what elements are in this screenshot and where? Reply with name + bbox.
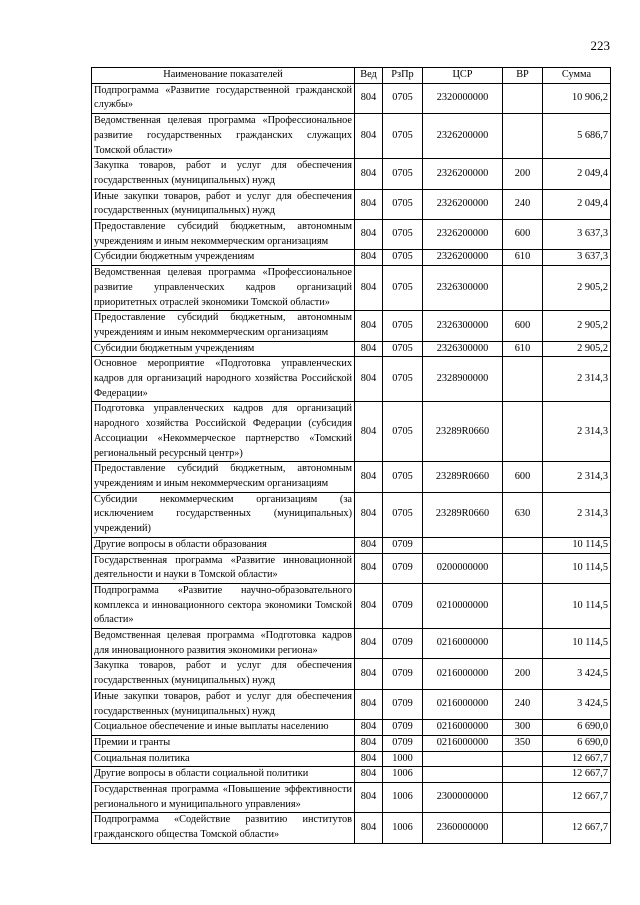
table-row xyxy=(92,492,611,537)
cell-ved: 804 xyxy=(355,266,383,311)
cell-rzpr: 0705 xyxy=(383,159,423,189)
cell-ved: 804 xyxy=(355,583,383,628)
cell-csr: 0210000000 xyxy=(423,583,503,628)
cell-sum: 3 424,5 xyxy=(543,659,611,689)
cell-vr: 200 xyxy=(503,659,543,689)
cell-csr: 2326200000 xyxy=(423,220,503,250)
cell-vr: 600 xyxy=(503,220,543,250)
table-row xyxy=(92,537,611,553)
cell-ved: 804 xyxy=(355,311,383,341)
cell-name: Премии и гранты xyxy=(92,735,355,751)
cell-vr xyxy=(503,83,543,113)
table-row xyxy=(92,689,611,719)
cell-rzpr: 0705 xyxy=(383,357,423,402)
cell-vr xyxy=(503,114,543,159)
cell-rzpr: 0709 xyxy=(383,720,423,736)
cell-vr: 300 xyxy=(503,720,543,736)
header-name: Наименование показателей xyxy=(92,68,355,84)
cell-csr: 2326300000 xyxy=(423,266,503,311)
cell-ved: 804 xyxy=(355,220,383,250)
cell-sum: 6 690,0 xyxy=(543,735,611,751)
cell-rzpr: 0705 xyxy=(383,402,423,462)
table-row xyxy=(92,189,611,219)
table-row xyxy=(92,311,611,341)
cell-name: Социальная политика xyxy=(92,751,355,767)
cell-ved: 804 xyxy=(355,402,383,462)
cell-rzpr: 0709 xyxy=(383,583,423,628)
table-row xyxy=(92,720,611,736)
cell-sum: 12 667,7 xyxy=(543,767,611,783)
cell-sum: 10 114,5 xyxy=(543,553,611,583)
cell-sum: 10 906,2 xyxy=(543,83,611,113)
table-row xyxy=(92,783,611,813)
cell-csr: 2326300000 xyxy=(423,311,503,341)
header-sum: Сумма xyxy=(543,68,611,84)
cell-rzpr: 0705 xyxy=(383,189,423,219)
table-row xyxy=(92,250,611,266)
cell-vr: 600 xyxy=(503,311,543,341)
table-row xyxy=(92,159,611,189)
table-row xyxy=(92,114,611,159)
cell-vr xyxy=(503,402,543,462)
cell-csr: 2326200000 xyxy=(423,189,503,219)
table-row xyxy=(92,402,611,462)
cell-csr xyxy=(423,751,503,767)
cell-vr: 200 xyxy=(503,159,543,189)
cell-sum: 2 049,4 xyxy=(543,189,611,219)
cell-sum: 3 637,3 xyxy=(543,220,611,250)
table-row xyxy=(92,629,611,659)
cell-name: Субсидии бюджетным учреждениям xyxy=(92,341,355,357)
header-vr: ВР xyxy=(503,68,543,84)
cell-ved: 804 xyxy=(355,751,383,767)
cell-sum: 2 905,2 xyxy=(543,311,611,341)
cell-csr: 2360000000 xyxy=(423,813,503,843)
table-row xyxy=(92,813,611,843)
cell-rzpr: 0705 xyxy=(383,220,423,250)
cell-csr: 0200000000 xyxy=(423,553,503,583)
cell-vr xyxy=(503,583,543,628)
cell-vr: 610 xyxy=(503,250,543,266)
table-row xyxy=(92,659,611,689)
cell-vr xyxy=(503,357,543,402)
cell-sum: 2 905,2 xyxy=(543,266,611,311)
cell-ved: 804 xyxy=(355,357,383,402)
cell-csr xyxy=(423,537,503,553)
cell-name: Ведомственная целевая программа «Профессиональное развитие государственных гражданских служащих Томской области» xyxy=(92,114,355,159)
cell-sum: 3 424,5 xyxy=(543,689,611,719)
cell-csr: 2326300000 xyxy=(423,341,503,357)
cell-vr: 630 xyxy=(503,492,543,537)
cell-rzpr: 0705 xyxy=(383,266,423,311)
cell-sum: 6 690,0 xyxy=(543,720,611,736)
cell-csr: 23289R0660 xyxy=(423,402,503,462)
cell-sum: 10 114,5 xyxy=(543,583,611,628)
cell-rzpr: 0705 xyxy=(383,311,423,341)
cell-name: Иные закупки товаров, работ и услуг для обеспечения государственных (муниципальных) нужд xyxy=(92,189,355,219)
header-rzpr: РзПр xyxy=(383,68,423,84)
cell-ved: 804 xyxy=(355,83,383,113)
table-row xyxy=(92,767,611,783)
cell-sum: 3 637,3 xyxy=(543,250,611,266)
cell-name: Государственная программа «Повышение эффективности регионального и муниципального управления» xyxy=(92,783,355,813)
cell-name: Предоставление субсидий бюджетным, автономным учреждениям и иным некоммерческим организациям xyxy=(92,220,355,250)
cell-name: Социальное обеспечение и иные выплаты населению xyxy=(92,720,355,736)
cell-name: Закупка товаров, работ и услуг для обеспечения государственных (муниципальных) нужд xyxy=(92,159,355,189)
cell-sum: 2 314,3 xyxy=(543,462,611,492)
table-row xyxy=(92,341,611,357)
cell-vr: 610 xyxy=(503,341,543,357)
cell-csr: 23289R0660 xyxy=(423,462,503,492)
cell-rzpr: 0709 xyxy=(383,689,423,719)
cell-rzpr: 0705 xyxy=(383,250,423,266)
cell-name: Государственная программа «Развитие инновационной деятельности и науки в Томской области» xyxy=(92,553,355,583)
cell-sum: 5 686,7 xyxy=(543,114,611,159)
cell-ved: 804 xyxy=(355,537,383,553)
cell-name: Иные закупки товаров, работ и услуг для обеспечения государственных (муниципальных) нужд xyxy=(92,689,355,719)
cell-csr: 0216000000 xyxy=(423,720,503,736)
cell-vr: 350 xyxy=(503,735,543,751)
cell-name: Основное мероприятие «Подготовка управленческих кадров для организаций народного хозяйства Российской Федерации» xyxy=(92,357,355,402)
cell-csr: 0216000000 xyxy=(423,629,503,659)
table-row xyxy=(92,583,611,628)
header-csr: ЦСР xyxy=(423,68,503,84)
table-row xyxy=(92,266,611,311)
cell-rzpr: 0709 xyxy=(383,629,423,659)
cell-vr xyxy=(503,783,543,813)
table-row xyxy=(92,357,611,402)
cell-csr: 2300000000 xyxy=(423,783,503,813)
cell-name: Подпрограмма «Развитие научно-образовательного комплекса и инновационного сектора экономики Томской области» xyxy=(92,583,355,628)
cell-csr: 2326200000 xyxy=(423,250,503,266)
cell-rzpr: 0705 xyxy=(383,83,423,113)
cell-rzpr: 0705 xyxy=(383,114,423,159)
cell-ved: 804 xyxy=(355,462,383,492)
cell-name: Закупка товаров, работ и услуг для обеспечения государственных (муниципальных) нужд xyxy=(92,659,355,689)
cell-ved: 804 xyxy=(355,720,383,736)
cell-name: Предоставление субсидий бюджетным, автономным учреждениям и иным некоммерческим организациям xyxy=(92,311,355,341)
cell-rzpr: 0709 xyxy=(383,537,423,553)
cell-vr xyxy=(503,813,543,843)
cell-ved: 804 xyxy=(355,767,383,783)
cell-vr: 600 xyxy=(503,462,543,492)
cell-ved: 804 xyxy=(355,341,383,357)
cell-sum: 12 667,7 xyxy=(543,813,611,843)
cell-rzpr: 0709 xyxy=(383,553,423,583)
cell-ved: 804 xyxy=(355,813,383,843)
cell-ved: 804 xyxy=(355,659,383,689)
cell-ved: 804 xyxy=(355,629,383,659)
cell-rzpr: 0705 xyxy=(383,462,423,492)
cell-ved: 804 xyxy=(355,189,383,219)
cell-ved: 804 xyxy=(355,114,383,159)
cell-rzpr: 1006 xyxy=(383,813,423,843)
cell-vr xyxy=(503,751,543,767)
cell-csr: 0216000000 xyxy=(423,689,503,719)
cell-vr: 240 xyxy=(503,189,543,219)
cell-sum: 12 667,7 xyxy=(543,783,611,813)
cell-ved: 804 xyxy=(355,735,383,751)
cell-ved: 804 xyxy=(355,553,383,583)
cell-csr: 2328900000 xyxy=(423,357,503,402)
cell-csr: 0216000000 xyxy=(423,735,503,751)
cell-sum: 2 314,3 xyxy=(543,357,611,402)
cell-csr: 2320000000 xyxy=(423,83,503,113)
cell-rzpr: 1006 xyxy=(383,783,423,813)
cell-vr xyxy=(503,767,543,783)
cell-name: Субсидии некоммерческим организациям (за исключением государственных (муниципальных) учреждений) xyxy=(92,492,355,537)
cell-rzpr: 1006 xyxy=(383,767,423,783)
cell-vr xyxy=(503,553,543,583)
cell-csr: 2326200000 xyxy=(423,159,503,189)
cell-csr: 23289R0660 xyxy=(423,492,503,537)
cell-name: Предоставление субсидий бюджетным, автономным учреждениям и иным некоммерческим организациям xyxy=(92,462,355,492)
table-row xyxy=(92,220,611,250)
cell-vr xyxy=(503,537,543,553)
table-header-row xyxy=(92,68,611,84)
cell-rzpr: 0705 xyxy=(383,341,423,357)
table-row xyxy=(92,83,611,113)
cell-ved: 804 xyxy=(355,159,383,189)
page-number: 223 xyxy=(590,38,610,53)
cell-name: Подготовка управленческих кадров для организаций народного хозяйства Российской Федерации (субсидия Ассоциации «Некоммерческое партнерство «Томский региональный ресурсный центр») xyxy=(92,402,355,462)
cell-name: Ведомственная целевая программа «Профессиональное развитие управленческих кадров организаций приоритетных отраслей экономики Томской области» xyxy=(92,266,355,311)
cell-name: Подпрограмма «Содействие развитию институтов гражданского общества Томской области» xyxy=(92,813,355,843)
cell-sum: 2 314,3 xyxy=(543,492,611,537)
table-row xyxy=(92,735,611,751)
cell-sum: 2 314,3 xyxy=(543,402,611,462)
cell-sum: 2 049,4 xyxy=(543,159,611,189)
cell-vr xyxy=(503,629,543,659)
cell-rzpr: 0709 xyxy=(383,735,423,751)
cell-rzpr: 1000 xyxy=(383,751,423,767)
cell-sum: 10 114,5 xyxy=(543,537,611,553)
cell-csr: 2326200000 xyxy=(423,114,503,159)
cell-name: Ведомственная целевая программа «Подготовка кадров для инновационного развития экономики региона» xyxy=(92,629,355,659)
cell-csr: 0216000000 xyxy=(423,659,503,689)
cell-rzpr: 0709 xyxy=(383,659,423,689)
cell-ved: 804 xyxy=(355,689,383,719)
cell-ved: 804 xyxy=(355,250,383,266)
cell-sum: 10 114,5 xyxy=(543,629,611,659)
cell-ved: 804 xyxy=(355,783,383,813)
cell-vr xyxy=(503,266,543,311)
cell-ved: 804 xyxy=(355,492,383,537)
cell-name: Подпрограмма «Развитие государственной гражданской службы» xyxy=(92,83,355,113)
header-ved: Вед xyxy=(355,68,383,84)
cell-csr xyxy=(423,767,503,783)
table-row xyxy=(92,462,611,492)
table-row xyxy=(92,751,611,767)
cell-sum: 2 905,2 xyxy=(543,341,611,357)
cell-vr: 240 xyxy=(503,689,543,719)
table-row xyxy=(92,553,611,583)
budget-table xyxy=(91,67,611,844)
cell-name: Другие вопросы в области образования xyxy=(92,537,355,553)
cell-rzpr: 0705 xyxy=(383,492,423,537)
cell-sum: 12 667,7 xyxy=(543,751,611,767)
cell-name: Субсидии бюджетным учреждениям xyxy=(92,250,355,266)
cell-name: Другие вопросы в области социальной политики xyxy=(92,767,355,783)
